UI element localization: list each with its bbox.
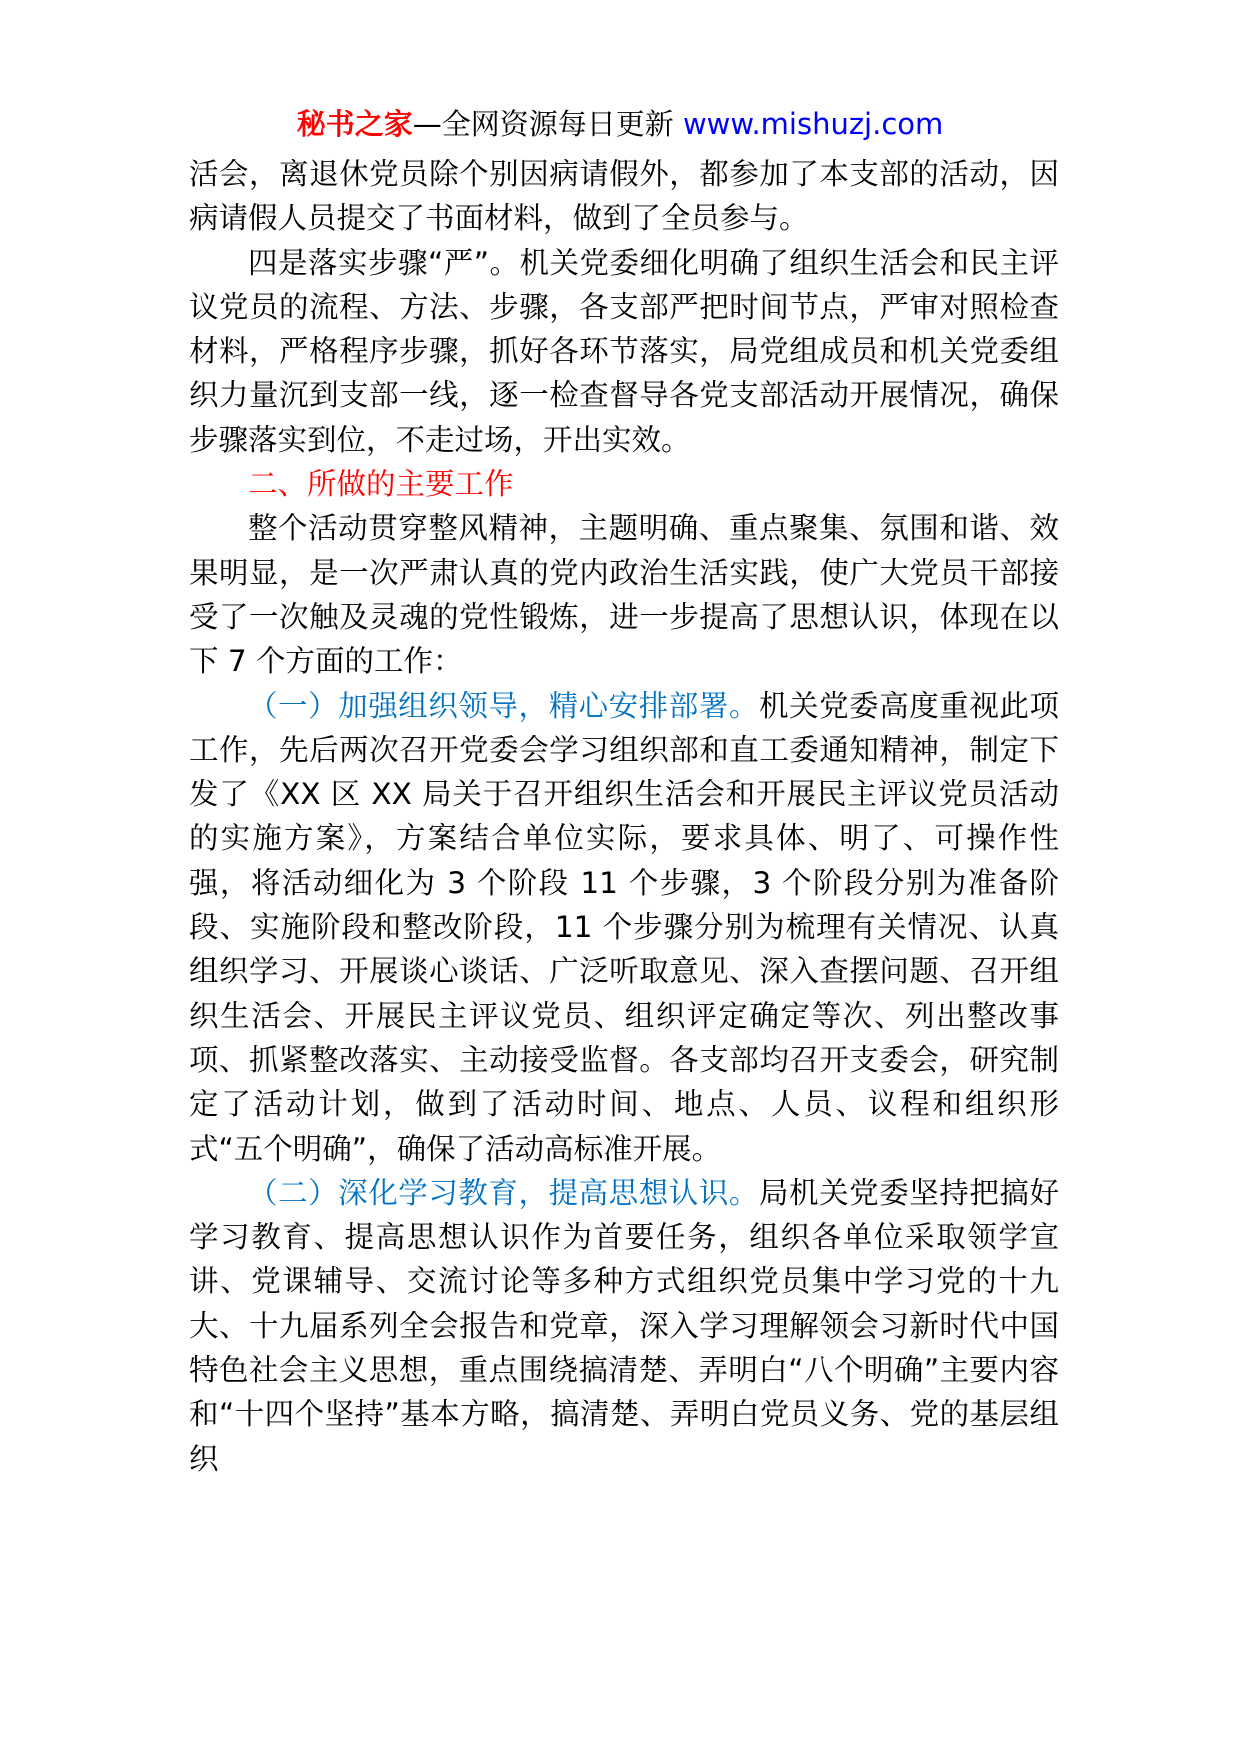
header-url[interactable]: www.mishuzj.com: [682, 107, 944, 141]
subsection-text-two: 局机关党委坚持把搞好学习教育、提高思想认识作为首要任务，组织各单位采取领学宣讲、党课辅导、交流讨论等多种方式组织党员集中学习党的十九大、十九届系列全会报告和党章，深入学习理解领会习新时代中国特色社会主义思想，重点围绕搞清楚、弄明白“八个明确”主要内容和“十四个坚持”基本方略，搞清楚、弄明白党员义务、党的基层组织: [189, 1175, 1059, 1476]
header-brand: 秘书之家: [296, 107, 413, 141]
subsection-heading-two: （二）深化学习教育，提高思想认识。: [248, 1175, 759, 1210]
subsection-text-one: 机关党委高度重视此项工作，先后两次召开党委会学习组织部和直工委通知精神，制定下发了《XX 区 XX 局关于召开组织生活会和开展民主评议党员活动的实施方案》，方案结合单位实际，要求具体、明了、可操作性强，将活动细化为 3 个阶段 11 个步骤，3 个阶段分别为准备阶段、实施阶段和整改阶段，11 个步骤分别为梳理有关情况、认真组织学习、开展谈心谈话、广泛听取意见、深入查摆问题、召开组织生活会、开展民主评议党员、组织评定确定等次、列出整改事项、抓紧整改落实、主动接受监督。各支部均召开支委会，研究制定了活动计划，做到了活动时间、地点、人员、议程和组织形式“五个明确”，确保了活动高标准开展。: [189, 688, 1059, 1166]
paragraph-subsection-two: [189, 1171, 1059, 1481]
subsection-heading-one: （一）加强组织领导，精心安排部署。: [248, 688, 759, 723]
watermark-header: [0, 102, 1240, 146]
section-heading-main-work: 二、所做的主要工作: [248, 467, 514, 502]
document-body: [189, 152, 1059, 1481]
paragraph-overview: 整个活动贯穿整风精神，主题明确、重点聚集、氛围和谐、效果明显，是一次严肃认真的党内政治生活实践，使广大党员干部接受了一次触及灵魂的党性锻炼，进一步提高了思想认识，体现在以下 7 个方面的工作：: [189, 511, 1059, 679]
paragraph-step-four: 四是落实步骤“严”。机关党委细化明确了组织生活会和民主评议党员的流程、方法、步骤，各支部严把时间节点，严审对照检查材料，严格程序步骤，抓好各环节落实，局党组成员和机关党委组织力量沉到支部一线，逐一检查督导各党支部活动开展情况，确保步骤落实到位，不走过场，开出实效。: [189, 245, 1059, 457]
paragraph-continued: 活会，离退休党员除个别因病请假外，都参加了本支部的活动，因病请假人员提交了书面材料，做到了全员参与。: [189, 157, 1059, 236]
paragraph-subsection-one: [189, 684, 1059, 1171]
header-slogan: —全网资源每日更新: [412, 107, 683, 141]
